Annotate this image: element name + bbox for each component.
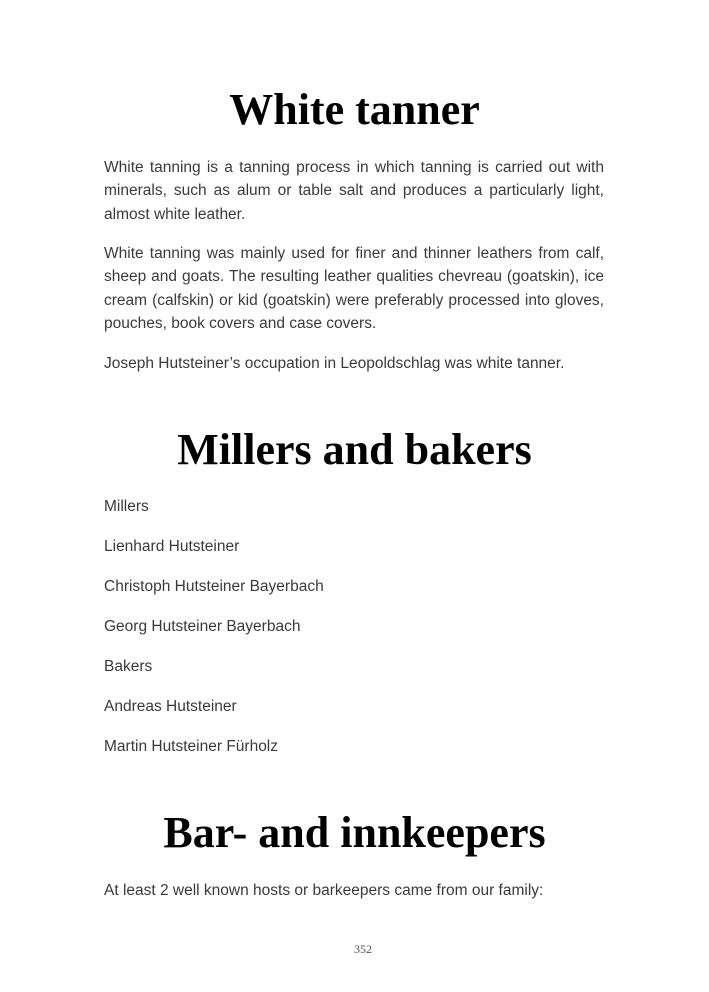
- page-number: 352: [354, 942, 372, 956]
- list-item: Andreas Hutsteiner: [104, 698, 237, 715]
- list-item: Lienhard Hutsteiner: [104, 538, 240, 555]
- list-item: Christoph Hutsteiner Bayerbach: [104, 578, 324, 595]
- paragraph-white-tanning-definition: White tanning is a tanning process in which tanning is carried out with minerals, such as alum or table salt and produces a particularly light, almost white leather.: [104, 159, 604, 223]
- subheading-bakers: Bakers: [104, 658, 153, 675]
- section-title-white-tanner: White tanner: [229, 85, 480, 134]
- section-title-innkeepers: Bar- and innkeepers: [163, 808, 546, 857]
- list-item: Martin Hutsteiner Fürholz: [104, 738, 279, 755]
- list-item: Georg Hutsteiner Bayerbach: [104, 618, 301, 635]
- subheading-millers: Millers: [104, 498, 149, 515]
- paragraph-hosts-barkeepers: At least 2 well known hosts or barkeepers came from our family:: [104, 882, 544, 899]
- paragraph-joseph-hutsteiner: Joseph Hutsteiner’s occupation in Leopoldschlag was white tanner.: [104, 355, 565, 372]
- paragraph-white-tanning-usage: White tanning was mainly used for finer and thinner leathers from calf, sheep and goats. The resulting leather qualities chevreau (goatskin), ice cream (calfskin) or kid (goatskin) were preferably processed into gloves, pouches, book covers and case covers.: [104, 245, 604, 332]
- section-title-millers-bakers: Millers and bakers: [177, 425, 532, 474]
